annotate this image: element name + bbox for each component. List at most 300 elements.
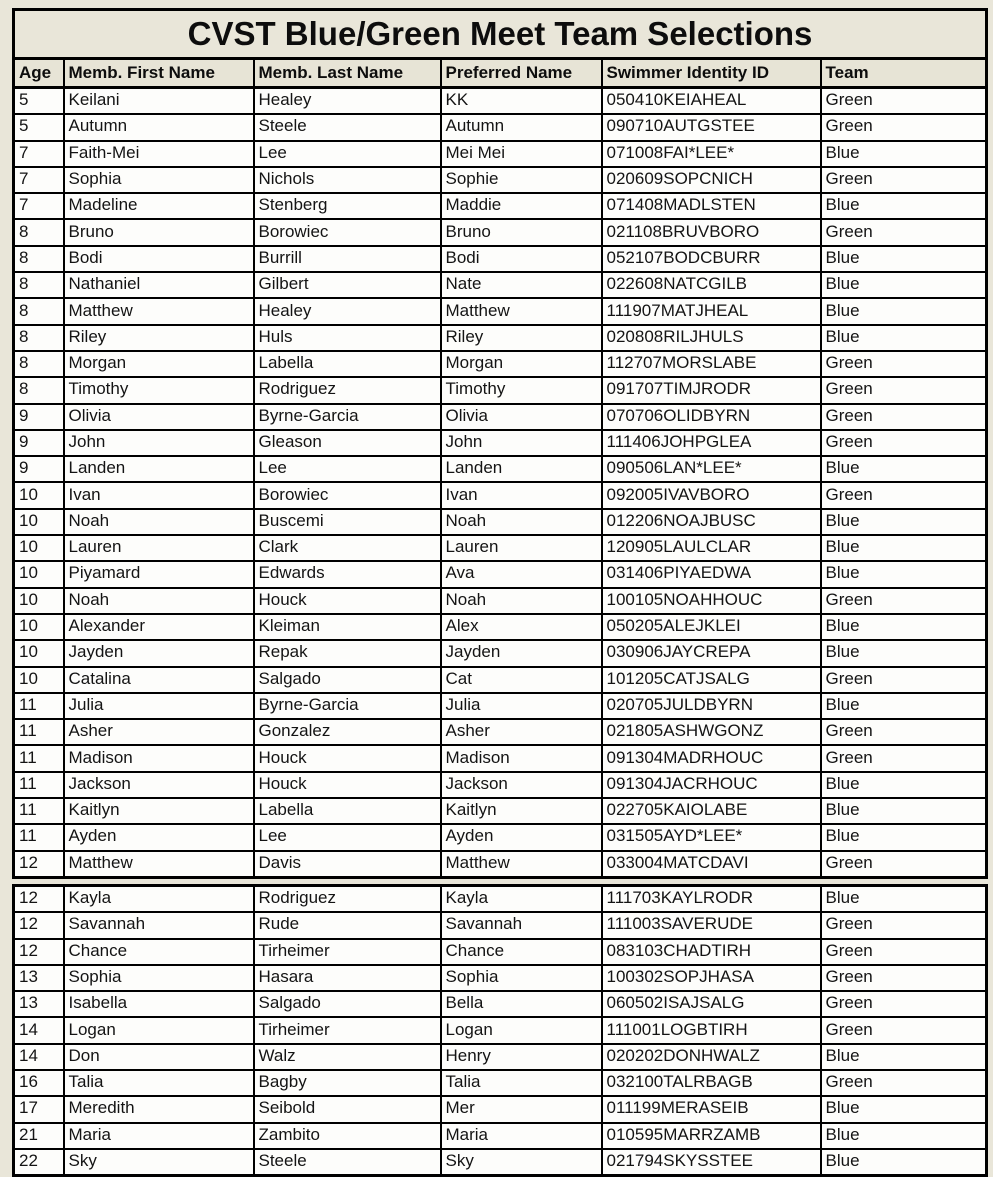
cell-age: 7 (14, 141, 64, 167)
table-row (14, 509, 987, 535)
cell-swimmer-id: 120905LAULCLAR (602, 535, 821, 561)
cell-swimmer-id: 052107BODCBURR (602, 246, 821, 272)
cell-age: 10 (14, 667, 64, 693)
cell-first-name: Madison (64, 745, 254, 771)
cell-age: 10 (14, 588, 64, 614)
cell-age: 10 (14, 614, 64, 640)
cell-last-name: Zambito (254, 1123, 441, 1149)
cell-last-name: Houck (254, 588, 441, 614)
roster-table-section-2 (12, 884, 988, 1177)
cell-last-name: Salgado (254, 991, 441, 1017)
cell-age: 10 (14, 640, 64, 666)
cell-preferred-name: Cat (441, 667, 602, 693)
cell-swimmer-id: 022705KAIOLABE (602, 798, 821, 824)
cell-swimmer-id: 111907MATJHEAL (602, 298, 821, 324)
cell-first-name: John (64, 430, 254, 456)
cell-last-name: Huls (254, 325, 441, 351)
table-row (14, 430, 987, 456)
cell-age: 14 (14, 1044, 64, 1070)
cell-preferred-name: Timothy (441, 377, 602, 403)
cell-last-name: Rodriguez (254, 377, 441, 403)
table-row (14, 1044, 987, 1070)
cell-first-name: Matthew (64, 298, 254, 324)
cell-team: Blue (821, 193, 987, 219)
cell-first-name: Faith-Mei (64, 141, 254, 167)
cell-swimmer-id: 111003SAVERUDE (602, 912, 821, 938)
cell-team: Green (821, 912, 987, 938)
cell-last-name: Gleason (254, 430, 441, 456)
cell-preferred-name: Asher (441, 719, 602, 745)
title-row (14, 10, 987, 59)
cell-preferred-name: Ayden (441, 824, 602, 850)
cell-first-name: Julia (64, 693, 254, 719)
cell-swimmer-id: 090506LAN*LEE* (602, 456, 821, 482)
cell-preferred-name: Mer (441, 1096, 602, 1122)
table-row (14, 193, 987, 219)
cell-swimmer-id: 020705JULDBYRN (602, 693, 821, 719)
cell-team: Green (821, 430, 987, 456)
table-row (14, 991, 987, 1017)
cell-team: Green (821, 114, 987, 140)
cell-team: Green (821, 745, 987, 771)
column-header-team: Team (821, 59, 987, 88)
table-row (14, 745, 987, 771)
cell-last-name: Borowiec (254, 482, 441, 508)
table-row (14, 325, 987, 351)
cell-swimmer-id: 091304JACRHOUC (602, 772, 821, 798)
cell-preferred-name: Noah (441, 509, 602, 535)
cell-age: 7 (14, 193, 64, 219)
cell-first-name: Sky (64, 1149, 254, 1176)
cell-preferred-name: KK (441, 88, 602, 115)
cell-last-name: Rodriguez (254, 885, 441, 912)
cell-preferred-name: Henry (441, 1044, 602, 1070)
cell-first-name: Asher (64, 719, 254, 745)
cell-team: Blue (821, 798, 987, 824)
cell-team: Blue (821, 456, 987, 482)
table-row (14, 1017, 987, 1043)
cell-age: 17 (14, 1096, 64, 1122)
table-row (14, 535, 987, 561)
cell-swimmer-id: 021794SKYSSTEE (602, 1149, 821, 1176)
table-row (14, 614, 987, 640)
cell-swimmer-id: 030906JAYCREPA (602, 640, 821, 666)
page-title: CVST Blue/Green Meet Team Selections (14, 10, 987, 59)
cell-team: Green (821, 351, 987, 377)
cell-team: Green (821, 404, 987, 430)
cell-team: Blue (821, 298, 987, 324)
cell-team: Blue (821, 772, 987, 798)
cell-swimmer-id: 111703KAYLRODR (602, 885, 821, 912)
cell-age: 5 (14, 88, 64, 115)
cell-preferred-name: John (441, 430, 602, 456)
cell-preferred-name: Bodi (441, 246, 602, 272)
cell-first-name: Madeline (64, 193, 254, 219)
cell-swimmer-id: 091304MADRHOUC (602, 745, 821, 771)
table-row (14, 298, 987, 324)
cell-swimmer-id: 022608NATCGILB (602, 272, 821, 298)
cell-team: Green (821, 667, 987, 693)
cell-preferred-name: Jackson (441, 772, 602, 798)
cell-age: 8 (14, 219, 64, 245)
table-row (14, 824, 987, 850)
cell-swimmer-id: 020808RILJHULS (602, 325, 821, 351)
cell-age: 9 (14, 456, 64, 482)
cell-last-name: Burrill (254, 246, 441, 272)
cell-preferred-name: Sky (441, 1149, 602, 1176)
cell-last-name: Steele (254, 1149, 441, 1176)
cell-first-name: Nathaniel (64, 272, 254, 298)
cell-last-name: Tirheimer (254, 939, 441, 965)
cell-preferred-name: Noah (441, 588, 602, 614)
cell-last-name: Hasara (254, 965, 441, 991)
cell-team: Blue (821, 1044, 987, 1070)
table-row (14, 851, 987, 878)
cell-last-name: Borowiec (254, 219, 441, 245)
cell-age: 12 (14, 885, 64, 912)
cell-first-name: Kayla (64, 885, 254, 912)
column-header-first-name: Memb. First Name (64, 59, 254, 88)
cell-swimmer-id: 111001LOGBTIRH (602, 1017, 821, 1043)
cell-first-name: Savannah (64, 912, 254, 938)
cell-first-name: Matthew (64, 851, 254, 878)
cell-preferred-name: Olivia (441, 404, 602, 430)
cell-preferred-name: Kayla (441, 885, 602, 912)
cell-last-name: Gilbert (254, 272, 441, 298)
cell-swimmer-id: 021108BRUVBORO (602, 219, 821, 245)
header-row (14, 59, 987, 88)
cell-team: Green (821, 482, 987, 508)
cell-first-name: Olivia (64, 404, 254, 430)
cell-last-name: Labella (254, 798, 441, 824)
cell-last-name: Nichols (254, 167, 441, 193)
cell-swimmer-id: 092005IVAVBORO (602, 482, 821, 508)
cell-preferred-name: Ivan (441, 482, 602, 508)
cell-team: Blue (821, 614, 987, 640)
table-row (14, 404, 987, 430)
cell-last-name: Stenberg (254, 193, 441, 219)
cell-age: 8 (14, 377, 64, 403)
table-row (14, 719, 987, 745)
roster-rows-section-1 (14, 88, 987, 878)
cell-team: Blue (821, 272, 987, 298)
cell-age: 11 (14, 693, 64, 719)
cell-age: 8 (14, 325, 64, 351)
table-row (14, 456, 987, 482)
cell-last-name: Kleiman (254, 614, 441, 640)
cell-first-name: Maria (64, 1123, 254, 1149)
cell-first-name: Ivan (64, 482, 254, 508)
cell-preferred-name: Riley (441, 325, 602, 351)
column-header-swimmer-id: Swimmer Identity ID (602, 59, 821, 88)
cell-preferred-name: Matthew (441, 851, 602, 878)
cell-swimmer-id: 060502ISAJSALG (602, 991, 821, 1017)
cell-age: 11 (14, 772, 64, 798)
cell-swimmer-id: 032100TALRBAGB (602, 1070, 821, 1096)
table-row (14, 272, 987, 298)
table-row (14, 351, 987, 377)
cell-team: Blue (821, 246, 987, 272)
cell-age: 10 (14, 561, 64, 587)
table-row (14, 1096, 987, 1122)
cell-first-name: Kaitlyn (64, 798, 254, 824)
cell-first-name: Alexander (64, 614, 254, 640)
cell-first-name: Jackson (64, 772, 254, 798)
table-row (14, 693, 987, 719)
cell-last-name: Rude (254, 912, 441, 938)
cell-age: 11 (14, 824, 64, 850)
table-row (14, 167, 987, 193)
cell-team: Blue (821, 824, 987, 850)
table-row (14, 561, 987, 587)
cell-age: 11 (14, 745, 64, 771)
cell-team: Blue (821, 535, 987, 561)
cell-team: Green (821, 219, 987, 245)
cell-last-name: Lee (254, 824, 441, 850)
cell-first-name: Chance (64, 939, 254, 965)
cell-last-name: Healey (254, 298, 441, 324)
cell-preferred-name: Nate (441, 272, 602, 298)
cell-age: 16 (14, 1070, 64, 1096)
cell-preferred-name: Bella (441, 991, 602, 1017)
cell-age: 7 (14, 167, 64, 193)
cell-preferred-name: Matthew (441, 298, 602, 324)
cell-swimmer-id: 021805ASHWGONZ (602, 719, 821, 745)
table-row (14, 667, 987, 693)
cell-first-name: Ayden (64, 824, 254, 850)
cell-team: Green (821, 719, 987, 745)
cell-age: 10 (14, 509, 64, 535)
cell-last-name: Houck (254, 772, 441, 798)
cell-last-name: Seibold (254, 1096, 441, 1122)
cell-last-name: Byrne-Garcia (254, 693, 441, 719)
cell-team: Green (821, 377, 987, 403)
cell-preferred-name: Bruno (441, 219, 602, 245)
table-row (14, 912, 987, 938)
cell-team: Blue (821, 1096, 987, 1122)
cell-first-name: Noah (64, 509, 254, 535)
cell-first-name: Autumn (64, 114, 254, 140)
cell-preferred-name: Morgan (441, 351, 602, 377)
cell-swimmer-id: 091707TIMJRODR (602, 377, 821, 403)
cell-first-name: Sophia (64, 167, 254, 193)
cell-age: 10 (14, 535, 64, 561)
cell-age: 12 (14, 851, 64, 878)
table-row (14, 88, 987, 115)
cell-age: 12 (14, 939, 64, 965)
cell-preferred-name: Savannah (441, 912, 602, 938)
cell-age: 9 (14, 430, 64, 456)
table-row (14, 114, 987, 140)
cell-first-name: Piyamard (64, 561, 254, 587)
cell-preferred-name: Maria (441, 1123, 602, 1149)
cell-swimmer-id: 101205CATJSALG (602, 667, 821, 693)
table-row (14, 939, 987, 965)
cell-team: Blue (821, 640, 987, 666)
cell-swimmer-id: 100105NOAHHOUC (602, 588, 821, 614)
cell-preferred-name: Kaitlyn (441, 798, 602, 824)
cell-first-name: Jayden (64, 640, 254, 666)
cell-preferred-name: Mei Mei (441, 141, 602, 167)
cell-age: 21 (14, 1123, 64, 1149)
cell-last-name: Houck (254, 745, 441, 771)
table-row (14, 640, 987, 666)
cell-preferred-name: Logan (441, 1017, 602, 1043)
cell-age: 13 (14, 991, 64, 1017)
cell-team: Green (821, 1070, 987, 1096)
table-row (14, 965, 987, 991)
roster-table-section-1 (12, 8, 988, 879)
cell-swimmer-id: 071008FAI*LEE* (602, 141, 821, 167)
cell-team: Green (821, 965, 987, 991)
cell-swimmer-id: 050410KEIAHEAL (602, 88, 821, 115)
cell-last-name: Repak (254, 640, 441, 666)
cell-age: 11 (14, 719, 64, 745)
cell-swimmer-id: 033004MATCDAVI (602, 851, 821, 878)
cell-age: 8 (14, 298, 64, 324)
cell-swimmer-id: 090710AUTGSTEE (602, 114, 821, 140)
cell-preferred-name: Ava (441, 561, 602, 587)
table-row (14, 482, 987, 508)
cell-swimmer-id: 011199MERASEIB (602, 1096, 821, 1122)
cell-last-name: Davis (254, 851, 441, 878)
cell-age: 8 (14, 272, 64, 298)
table-row (14, 772, 987, 798)
column-header-last-name: Memb. Last Name (254, 59, 441, 88)
cell-last-name: Edwards (254, 561, 441, 587)
cell-swimmer-id: 071408MADLSTEN (602, 193, 821, 219)
cell-last-name: Steele (254, 114, 441, 140)
cell-preferred-name: Talia (441, 1070, 602, 1096)
table-row (14, 885, 987, 912)
cell-first-name: Don (64, 1044, 254, 1070)
table-row (14, 798, 987, 824)
cell-team: Blue (821, 885, 987, 912)
cell-first-name: Logan (64, 1017, 254, 1043)
cell-last-name: Walz (254, 1044, 441, 1070)
cell-preferred-name: Sophia (441, 965, 602, 991)
cell-preferred-name: Jayden (441, 640, 602, 666)
cell-preferred-name: Lauren (441, 535, 602, 561)
cell-last-name: Clark (254, 535, 441, 561)
cell-team: Green (821, 88, 987, 115)
roster-rows-section-2 (14, 885, 987, 1175)
cell-first-name: Bruno (64, 219, 254, 245)
cell-age: 11 (14, 798, 64, 824)
cell-team: Blue (821, 141, 987, 167)
cell-swimmer-id: 050205ALEJKLEI (602, 614, 821, 640)
cell-swimmer-id: 010595MARRZAMB (602, 1123, 821, 1149)
cell-last-name: Byrne-Garcia (254, 404, 441, 430)
cell-team: Blue (821, 509, 987, 535)
cell-first-name: Talia (64, 1070, 254, 1096)
cell-team: Blue (821, 693, 987, 719)
cell-age: 9 (14, 404, 64, 430)
cell-team: Green (821, 939, 987, 965)
cell-swimmer-id: 083103CHADTIRH (602, 939, 821, 965)
cell-preferred-name: Maddie (441, 193, 602, 219)
cell-last-name: Buscemi (254, 509, 441, 535)
cell-swimmer-id: 100302SOPJHASA (602, 965, 821, 991)
cell-age: 8 (14, 246, 64, 272)
cell-last-name: Gonzalez (254, 719, 441, 745)
cell-first-name: Meredith (64, 1096, 254, 1122)
cell-first-name: Isabella (64, 991, 254, 1017)
table-row (14, 141, 987, 167)
cell-age: 22 (14, 1149, 64, 1176)
cell-age: 8 (14, 351, 64, 377)
cell-swimmer-id: 020202DONHWALZ (602, 1044, 821, 1070)
cell-first-name: Noah (64, 588, 254, 614)
cell-team: Green (821, 588, 987, 614)
cell-swimmer-id: 112707MORSLABE (602, 351, 821, 377)
cell-age: 5 (14, 114, 64, 140)
cell-last-name: Labella (254, 351, 441, 377)
cell-first-name: Sophia (64, 965, 254, 991)
table-row (14, 377, 987, 403)
cell-first-name: Lauren (64, 535, 254, 561)
cell-age: 10 (14, 482, 64, 508)
cell-preferred-name: Julia (441, 693, 602, 719)
cell-last-name: Healey (254, 88, 441, 115)
cell-swimmer-id: 070706OLIDBYRN (602, 404, 821, 430)
table-row (14, 588, 987, 614)
cell-swimmer-id: 111406JOHPGLEA (602, 430, 821, 456)
cell-preferred-name: Landen (441, 456, 602, 482)
table-row (14, 1149, 987, 1176)
cell-first-name: Timothy (64, 377, 254, 403)
cell-last-name: Bagby (254, 1070, 441, 1096)
cell-first-name: Riley (64, 325, 254, 351)
table-row (14, 1070, 987, 1096)
cell-age: 13 (14, 965, 64, 991)
cell-first-name: Landen (64, 456, 254, 482)
cell-preferred-name: Chance (441, 939, 602, 965)
table-row (14, 219, 987, 245)
cell-team: Blue (821, 1149, 987, 1176)
cell-preferred-name: Sophie (441, 167, 602, 193)
cell-swimmer-id: 020609SOPCNICH (602, 167, 821, 193)
cell-swimmer-id: 031505AYD*LEE* (602, 824, 821, 850)
table-row (14, 1123, 987, 1149)
cell-first-name: Morgan (64, 351, 254, 377)
cell-age: 14 (14, 1017, 64, 1043)
cell-preferred-name: Alex (441, 614, 602, 640)
cell-preferred-name: Autumn (441, 114, 602, 140)
cell-swimmer-id: 031406PIYAEDWA (602, 561, 821, 587)
column-header-age: Age (14, 59, 64, 88)
cell-preferred-name: Madison (441, 745, 602, 771)
cell-team: Blue (821, 1123, 987, 1149)
cell-age: 12 (14, 912, 64, 938)
cell-team: Green (821, 991, 987, 1017)
cell-swimmer-id: 012206NOAJBUSC (602, 509, 821, 535)
cell-last-name: Tirheimer (254, 1017, 441, 1043)
cell-first-name: Keilani (64, 88, 254, 115)
cell-team: Blue (821, 561, 987, 587)
cell-team: Green (821, 167, 987, 193)
cell-team: Green (821, 1017, 987, 1043)
cell-last-name: Lee (254, 141, 441, 167)
cell-team: Blue (821, 325, 987, 351)
cell-last-name: Lee (254, 456, 441, 482)
column-header-preferred-name: Preferred Name (441, 59, 602, 88)
cell-last-name: Salgado (254, 667, 441, 693)
cell-first-name: Catalina (64, 667, 254, 693)
cell-first-name: Bodi (64, 246, 254, 272)
cell-team: Green (821, 851, 987, 878)
table-row (14, 246, 987, 272)
